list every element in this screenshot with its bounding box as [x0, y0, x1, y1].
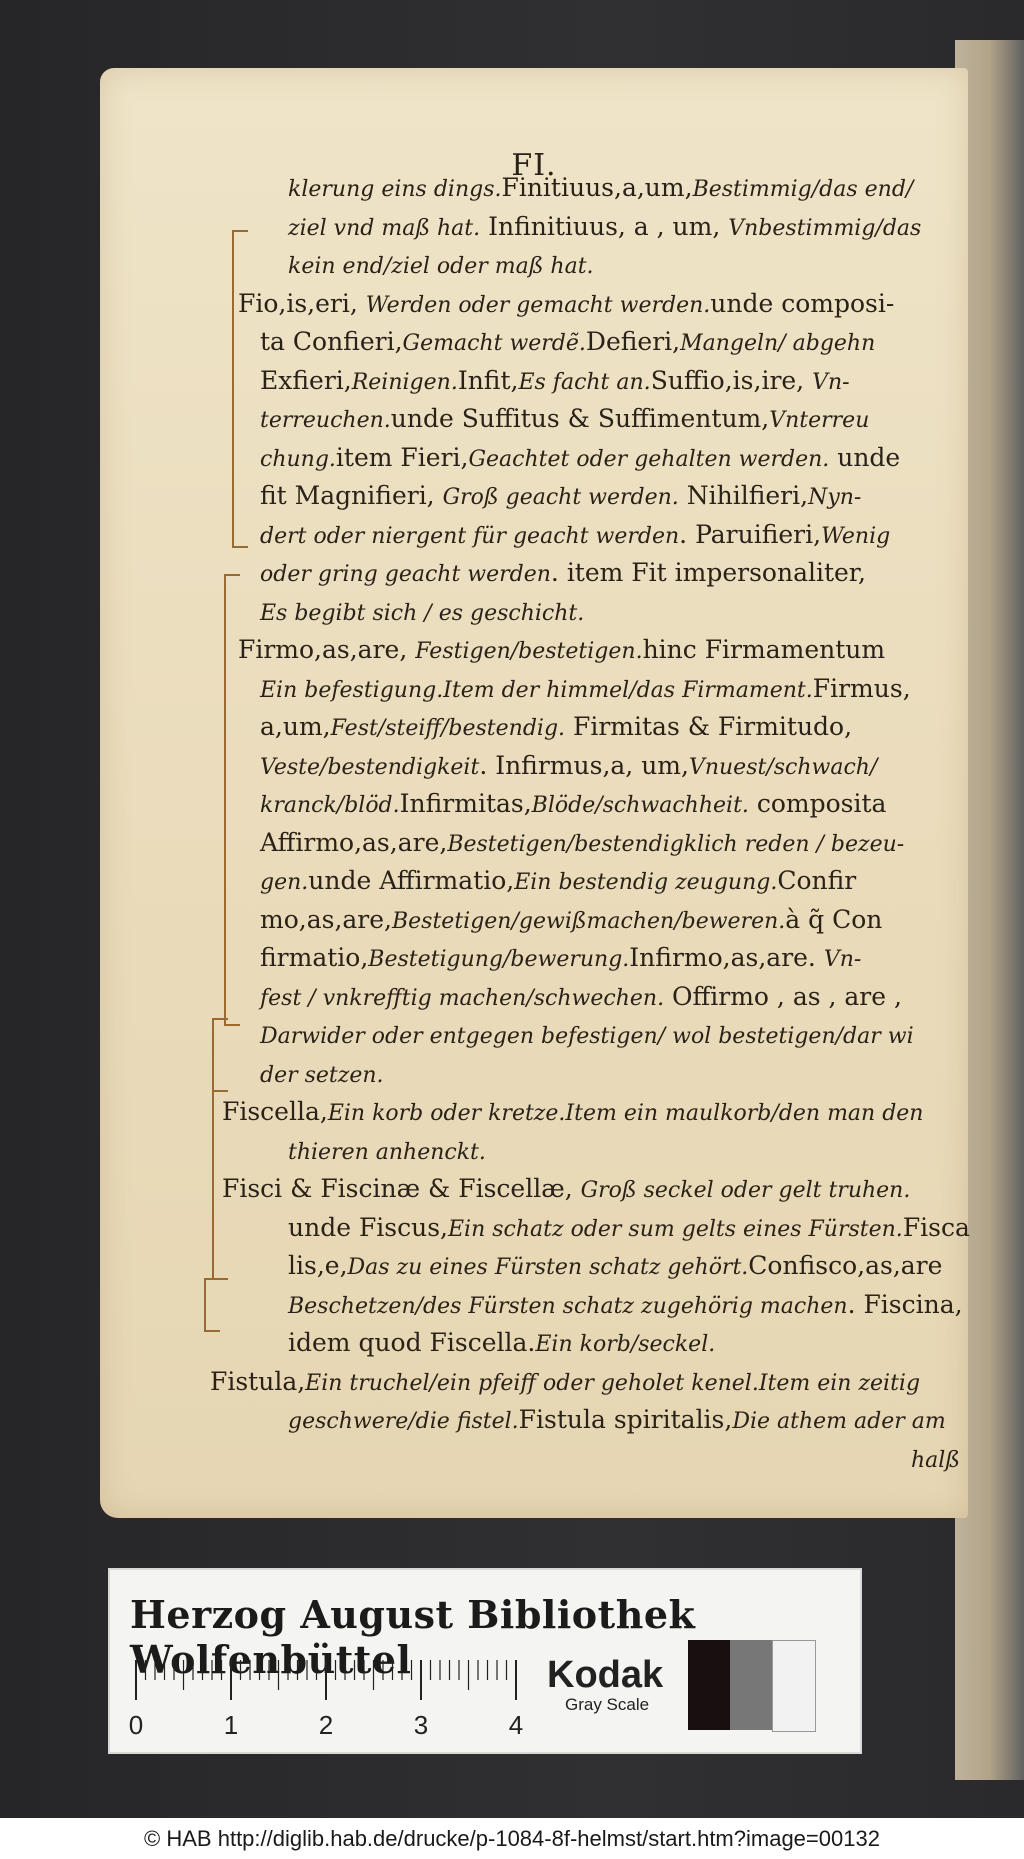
- text-line: [260, 478, 960, 517]
- german-gloss: halß: [910, 1447, 960, 1473]
- german-gloss: geschwere/die fistel.: [288, 1409, 519, 1434]
- text-line: [260, 1133, 960, 1172]
- text-line: [260, 324, 960, 363]
- german-gloss: Werden oder gemacht werden.: [365, 292, 711, 318]
- german-gloss: Vnterreu: [769, 408, 870, 433]
- latin-text: Suffio,is,ire,: [650, 365, 813, 395]
- german-gloss: oder gring geacht werden: [260, 562, 551, 587]
- latin-text: Fistula spiritalis,: [518, 1405, 733, 1434]
- text-line: [260, 209, 960, 248]
- german-gloss: terreuchen.: [260, 408, 391, 433]
- text-line: [260, 1210, 970, 1249]
- german-gloss: kranck/blöd.: [260, 793, 400, 818]
- german-gloss: Veste/bestendigkeit: [260, 754, 480, 780]
- ruler-scale: [128, 1652, 542, 1742]
- latin-text: firmatio,: [260, 943, 369, 972]
- text-line: [222, 1171, 960, 1210]
- gray-swatch-mid: [730, 1640, 772, 1730]
- latin-text: Offirmo , as , are ,: [664, 981, 902, 1011]
- latin-text: . Paruifieri,: [679, 519, 822, 549]
- german-gloss: Gemacht werdẽ.: [402, 331, 586, 356]
- latin-text: unde: [829, 442, 901, 472]
- german-gloss: Bestetigen/gewißmachen/beweren.: [391, 908, 786, 934]
- german-gloss: Geachtet oder gehalten werden.: [468, 446, 830, 472]
- german-gloss: ziel vnd maß hat.: [288, 215, 481, 241]
- german-gloss: Bestetigen/bestendigklich reden / bezeu-: [447, 831, 905, 857]
- text-line: [260, 748, 960, 787]
- german-gloss: Die athem ader am: [732, 1409, 946, 1434]
- text-line: [260, 247, 960, 286]
- text-line: [222, 1094, 960, 1133]
- german-gloss: Vnuest/schwach/: [688, 754, 878, 780]
- german-gloss: Vn-: [823, 947, 862, 972]
- text-line: [260, 1325, 960, 1364]
- german-gloss: Darwider oder entgegen befestigen/ wol bestetigen/dar wi: [260, 1024, 914, 1049]
- entry-bracket: [204, 1278, 220, 1332]
- copyright-footer[interactable]: © HAB http://diglib.hab.de/drucke/p-1084-8f-helmst/start.htm?image=00132: [0, 1818, 1024, 1859]
- german-gloss: Reinigen.: [351, 369, 458, 395]
- german-gloss: Mangeln/ abgehn: [680, 331, 876, 356]
- german-gloss: Groß geacht werden.: [442, 485, 679, 510]
- latin-text: lis,e,: [288, 1251, 348, 1280]
- ruler-number: 3: [413, 1710, 429, 1740]
- latin-text: Nihilfieri,: [678, 481, 809, 510]
- gray-swatch-light: [772, 1640, 816, 1732]
- latin-text: Firmitas & Firmitudo,: [565, 712, 853, 741]
- text-line: [210, 1364, 960, 1403]
- text-line: [260, 979, 960, 1018]
- german-gloss: Bestimmig/das end/: [692, 177, 914, 202]
- german-gloss: klerung eins dings.: [288, 177, 502, 202]
- german-gloss: fest / vnkrefftig machen/schwechen.: [260, 985, 665, 1011]
- text-line: [260, 863, 960, 902]
- text-line: [260, 1287, 963, 1326]
- kodak-subtitle: Gray Scale: [565, 1695, 650, 1714]
- latin-text: Infinitiuus, a , um,: [480, 211, 729, 241]
- latin-text: . item Fit impersonaliter,: [550, 558, 866, 587]
- german-gloss: Groß seckel oder gelt truhen.: [580, 1178, 911, 1203]
- latin-text: Firmo,as,are,: [238, 635, 416, 664]
- latin-text: Fistula,: [210, 1366, 306, 1396]
- german-gloss: thieren anhenckt.: [288, 1139, 486, 1165]
- german-gloss: dert oder niergent für geacht werden: [260, 523, 680, 549]
- latin-text: Confisco,as,are: [748, 1251, 943, 1280]
- text-line: [260, 363, 960, 402]
- german-gloss: Vnbestimmig/das: [728, 215, 922, 241]
- gray-swatch-dark: [688, 1640, 730, 1730]
- library-scale-card: [108, 1568, 862, 1754]
- text-line: [238, 632, 960, 671]
- latin-text: unde Suffitus & Suffimentum,: [390, 404, 770, 433]
- german-gloss: Blöde/schwachheit.: [531, 793, 749, 818]
- text-line: [260, 1248, 960, 1287]
- latin-text: hinc Firmamentum: [642, 635, 886, 664]
- text-line: [260, 1056, 960, 1095]
- latin-text: Fisci & Fiscinæ & Fiscellæ,: [222, 1174, 581, 1203]
- german-gloss: Bestetigung/bewerung.: [368, 947, 630, 972]
- text-line: [260, 902, 960, 941]
- latin-text: . Infirmus,a, um,: [479, 750, 689, 780]
- latin-text: unde Fiscus,: [288, 1212, 448, 1242]
- text-line: [260, 1017, 960, 1056]
- german-gloss: gen.: [260, 870, 309, 895]
- text-line: [260, 594, 960, 633]
- german-gloss: Es begibt sich / es geschicht.: [260, 600, 585, 626]
- kodak-logo: Kodak: [547, 1654, 664, 1696]
- german-gloss: der setzen.: [260, 1062, 384, 1088]
- latin-text: Fisca: [902, 1212, 970, 1242]
- german-gloss: Ein korb/seckel.: [535, 1332, 716, 1357]
- latin-text: Infirmo,as,are.: [629, 943, 824, 972]
- german-gloss: Ein schatz oder sum gelts eines Fürsten.: [448, 1216, 903, 1242]
- text-line: [260, 440, 960, 479]
- latin-text: Finitiuus,a,um,: [501, 173, 693, 202]
- page-text: [210, 170, 970, 1479]
- german-gloss: Nyn-: [808, 485, 862, 510]
- entry-bracket: [232, 230, 248, 548]
- latin-text: Fio,is,eri,: [238, 288, 366, 318]
- latin-text: unde composi-: [710, 288, 895, 318]
- text-line: [260, 940, 960, 979]
- latin-text: composita: [748, 789, 887, 818]
- text-line: [260, 401, 960, 440]
- library-name: Herzog August Bibliothek Wolfenbüttel: [130, 1592, 696, 1682]
- book-page: [100, 68, 968, 1518]
- latin-text: Fiscella,: [222, 1097, 328, 1126]
- latin-text: à q̃ Con: [785, 904, 883, 934]
- text-line: [260, 170, 960, 209]
- latin-text: Firmus,: [812, 673, 911, 703]
- latin-text: item Fieri,: [335, 442, 469, 472]
- page-header: FI.: [511, 148, 557, 183]
- latin-text: Affirmo,as,are,: [260, 827, 448, 857]
- text-line: [260, 1402, 960, 1441]
- german-gloss: Ein befestigung.Item der himmel/das Firmament.: [260, 677, 813, 703]
- latin-text: Defieri,: [585, 327, 681, 356]
- entry-bracket: [212, 1018, 228, 1092]
- text-line: [260, 825, 960, 864]
- german-gloss: Wenig: [821, 523, 891, 549]
- latin-text: fit Magnifieri,: [260, 481, 443, 510]
- latin-text: Infit,: [457, 365, 519, 395]
- german-gloss: Ein korb oder kretze.Item ein maulkorb/den man den: [327, 1101, 924, 1126]
- latin-text: mo,as,are,: [260, 904, 392, 934]
- latin-text: ta Confieri,: [260, 327, 403, 356]
- text-line: [260, 1441, 960, 1480]
- german-gloss: Das zu eines Fürsten schatz gehört.: [347, 1255, 749, 1280]
- text-line: [238, 286, 960, 325]
- german-gloss: Es facht an.: [518, 369, 651, 395]
- german-gloss: Fest/steiff/bestendig.: [330, 716, 566, 741]
- text-line: [260, 517, 960, 556]
- german-gloss: Vn-: [812, 369, 850, 395]
- latin-text: . Fiscina,: [847, 1289, 963, 1319]
- ruler-number: 1: [223, 1710, 239, 1740]
- german-gloss: Beschetzen/des Fürsten schatz zugehörig machen: [288, 1293, 848, 1319]
- text-line: [260, 671, 960, 710]
- german-gloss: Ein truchel/ein pfeiff oder geholet kenel.Item ein zeitig: [305, 1370, 921, 1396]
- latin-text: a,um,: [260, 712, 331, 741]
- german-gloss: chung.: [260, 446, 336, 472]
- text-line: [260, 786, 960, 825]
- latin-text: unde Affirmatio,: [308, 866, 515, 895]
- latin-text: Exfieri,: [260, 365, 352, 395]
- german-gloss: kein end/ziel oder maß hat.: [288, 254, 594, 279]
- text-line: [260, 709, 960, 748]
- text-line: [260, 555, 960, 594]
- ruler-number: 4: [508, 1710, 524, 1740]
- german-gloss: Festigen/bestetigen.: [415, 639, 643, 664]
- german-gloss: Ein bestendig zeugung.: [514, 870, 778, 895]
- latin-text: Confir: [777, 866, 857, 895]
- ruler-number: 0: [128, 1710, 144, 1740]
- latin-text: Infirmitas,: [399, 789, 532, 818]
- latin-text: idem quod Fiscella.: [288, 1328, 536, 1357]
- ruler-number: 2: [318, 1710, 334, 1740]
